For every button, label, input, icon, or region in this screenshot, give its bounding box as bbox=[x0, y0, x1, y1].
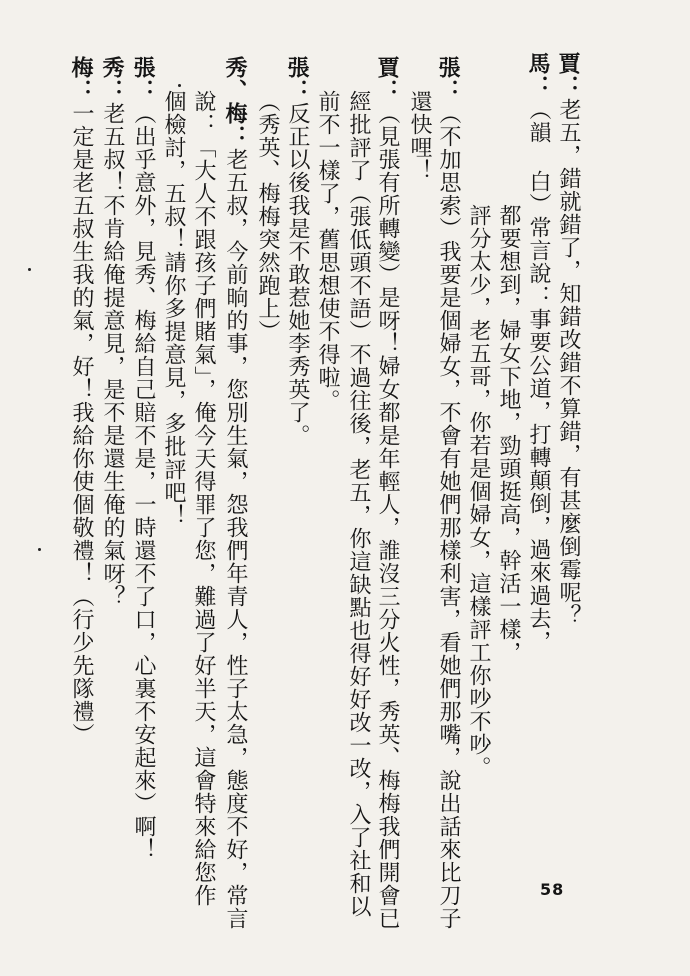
line-text: 反正以後我是不敢惹她李秀英了。 bbox=[285, 102, 310, 447]
line-text: 都要想到，婦女下地，勁頭挺高，幹活一樣， bbox=[496, 204, 521, 664]
line-text: （不加思索）我要是個婦女，不會有她們那樣利害，看她們那嘴，說出話來比刀子 bbox=[436, 102, 461, 930]
dialogue-line-9 bbox=[316, 90, 338, 412]
print-speck bbox=[38, 548, 41, 551]
line-text: 還快哩！ bbox=[407, 90, 432, 182]
dialogue-line-13 bbox=[192, 90, 214, 907]
line-text: 一定是老五叔生我的氣，好！我給你使個敬禮！（行少先隊禮） bbox=[69, 102, 94, 746]
speaker-label: 賈： bbox=[555, 52, 581, 98]
line-text: （見張有所轉變）是呀！婦女都是年輕人，誰沒三分火性，秀英、梅梅我們開會已 bbox=[375, 102, 400, 930]
dialogue-line-15 bbox=[132, 56, 154, 861]
dialogue-line-6 bbox=[408, 90, 430, 182]
line-text: 老五叔！不肯給俺提意見，是不是還生俺的氣呀？ bbox=[100, 102, 125, 608]
dialogue-line-16 bbox=[101, 56, 123, 608]
dialogue-line-2 bbox=[527, 52, 549, 653]
line-text: 說：「大人不跟孩子們賭氣」，俺今天得罪了您，難過了好半天，這會特來給您作 bbox=[191, 90, 216, 907]
speaker-label: 張： bbox=[284, 56, 310, 102]
speaker-label: 張： bbox=[130, 56, 156, 102]
line-text: （秀英、梅梅突然跑上） bbox=[255, 90, 280, 343]
line-text: 經批評了（張低頭不語）不過往後，老五，你這缺點也得好好改一改，入了社和以 bbox=[346, 90, 371, 918]
speaker-label: 梅： bbox=[68, 56, 94, 102]
dialogue-line-17 bbox=[70, 56, 92, 746]
dialogue-line-4 bbox=[467, 204, 489, 779]
dialogue-line-8 bbox=[347, 90, 369, 918]
line-text: 前不一樣了，舊思想使不得啦。 bbox=[315, 90, 340, 412]
line-text: 評分太少，老五哥，你若是個婦女，這樣評工你吵不吵。 bbox=[466, 204, 491, 779]
page-number: 58 bbox=[540, 880, 565, 899]
dialogue-line-10 bbox=[286, 56, 308, 447]
dialogue-line-3 bbox=[497, 204, 519, 664]
stage-direction bbox=[256, 90, 278, 343]
speaker-label: 秀： bbox=[99, 56, 125, 102]
speaker-label: 秀、梅： bbox=[222, 56, 248, 148]
speaker-label: 張： bbox=[435, 56, 461, 102]
speaker-label: 馬： bbox=[525, 52, 551, 98]
dialogue-line-12 bbox=[224, 56, 246, 930]
speaker-label: 賈： bbox=[374, 56, 400, 102]
line-text: 老五叔，今前晌的事，您別生氣，怨我們年青人，性子太急，態度不好，常言 bbox=[223, 148, 248, 930]
dialogue-line-14 bbox=[162, 90, 184, 527]
print-speck bbox=[28, 268, 31, 271]
print-speck bbox=[178, 84, 181, 87]
dialogue-line-7 bbox=[376, 56, 398, 930]
line-text: 老五，錯就錯了，知錯改錯不算錯，有甚麼倒霉呢？ bbox=[556, 98, 581, 627]
line-text: （韻 白）常言說：事要公道，打轉顛倒，過來過去， bbox=[526, 98, 551, 653]
line-text: 個檢討，五叔！請你多提意見，多批評吧！ bbox=[161, 90, 186, 527]
dialogue-line-5 bbox=[437, 56, 459, 930]
line-text: （出乎意外，見秀、梅給自己賠不是，一時還不了口，心裏不安起來）啊！ bbox=[131, 102, 156, 861]
dialogue-line-1 bbox=[557, 52, 579, 627]
